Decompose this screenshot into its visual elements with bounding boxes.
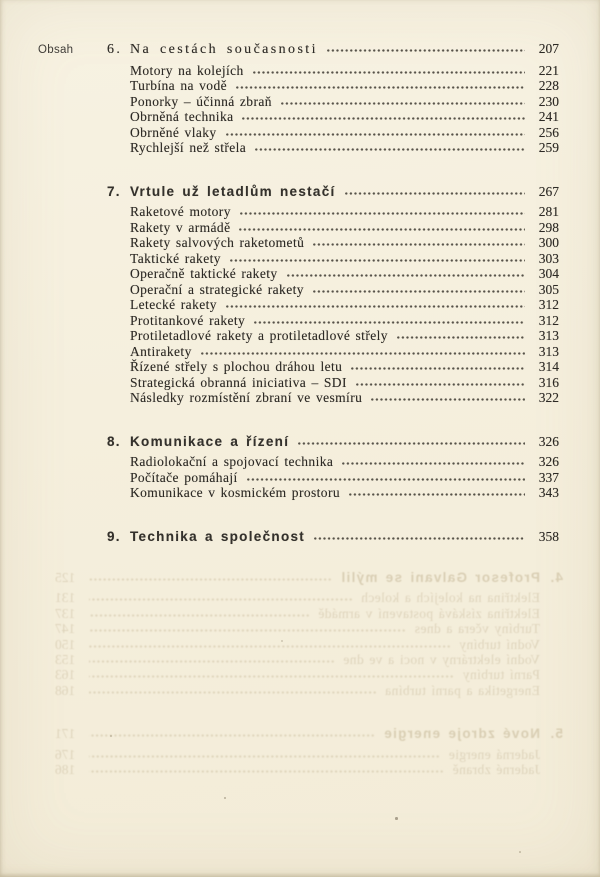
dot-leader xyxy=(342,462,525,465)
item-title: Rakety v armádě xyxy=(130,219,231,235)
item-title: Jaderné zbraně xyxy=(452,762,540,778)
toc-item-row xyxy=(55,762,563,777)
page-number: 313 xyxy=(538,343,559,359)
dot-leader xyxy=(242,117,525,120)
page-number: 256 xyxy=(538,124,559,140)
section-title: Profesor Galvani se mýlil xyxy=(340,570,540,585)
toc-item-row xyxy=(55,621,563,636)
dot-leader xyxy=(255,148,525,151)
dot-leader xyxy=(327,49,525,52)
toc-item-row xyxy=(107,266,559,282)
item-title: Turbína na vodě xyxy=(130,78,227,93)
toc-section xyxy=(55,570,563,698)
dot-leader xyxy=(89,675,453,678)
toc-item-row xyxy=(107,297,559,313)
dot-leader xyxy=(254,321,525,324)
item-title: Počítače pomáhají xyxy=(130,469,238,485)
toc-item-row xyxy=(107,78,559,94)
page-number: 171 xyxy=(55,726,76,742)
page-number: 147 xyxy=(55,621,76,637)
page-number: 230 xyxy=(538,93,559,109)
toc-item-row xyxy=(107,204,559,220)
dot-leader xyxy=(371,398,525,401)
item-title: Vodní turbíny xyxy=(458,636,540,652)
dot-leader xyxy=(236,86,525,89)
toc-heading-row xyxy=(107,184,559,200)
item-title: Protiletadlové rakety a protiletadlové střely xyxy=(130,328,388,343)
section-title: Technika a společnost xyxy=(130,528,306,544)
dot-leader xyxy=(239,228,525,231)
dot-leader xyxy=(89,645,450,648)
dot-leader xyxy=(89,691,376,694)
page-number: 221 xyxy=(538,62,559,78)
dot-leader xyxy=(201,352,525,355)
page-number: 322 xyxy=(538,390,559,405)
toc-item-row xyxy=(107,94,559,110)
paper-speck xyxy=(110,735,112,737)
paper-speck xyxy=(519,851,521,853)
page-number: 312 xyxy=(538,297,559,312)
dot-leader xyxy=(313,243,525,246)
item-title: Komunikace v kosmickém prostoru xyxy=(130,485,340,500)
dot-leader xyxy=(230,259,525,262)
page-number: 176 xyxy=(55,746,76,762)
toc-section xyxy=(55,726,563,777)
page-number: 259 xyxy=(538,140,559,155)
section-number: 9. xyxy=(107,528,121,544)
item-title: Obrněné vlaky xyxy=(130,124,217,140)
dot-leader xyxy=(89,578,331,581)
dot-leader xyxy=(89,755,439,758)
item-title: Radiolokační a spojovací technika xyxy=(130,454,334,469)
toc-item-row xyxy=(107,454,559,470)
page-number: 137 xyxy=(55,605,76,621)
toc-heading-row xyxy=(107,434,559,450)
dot-leader xyxy=(351,367,525,370)
section-title: Komunikace a řízení xyxy=(130,433,290,449)
paper-speck xyxy=(224,797,226,799)
dot-leader xyxy=(397,336,525,339)
item-title: Následky rozmístění zbraní ve vesmíru xyxy=(130,390,363,405)
section-title: Vrtule už letadlům nestačí xyxy=(130,183,336,199)
page-number: 207 xyxy=(538,41,559,56)
toc-section xyxy=(107,434,559,501)
show-through-text-block xyxy=(55,570,563,777)
section-number: 4. xyxy=(549,570,563,585)
item-title: Energetika a parní turbína xyxy=(384,682,540,698)
toc-heading-row xyxy=(107,41,559,58)
toc-item-row xyxy=(107,125,559,141)
paper-speck xyxy=(395,817,398,820)
toc-item-row xyxy=(107,109,559,125)
page-number: 153 xyxy=(55,652,76,668)
toc-section xyxy=(107,184,559,406)
toc-item-row xyxy=(55,652,563,667)
dot-leader xyxy=(226,133,525,136)
item-title: Antirakety xyxy=(130,343,192,359)
dot-leader xyxy=(240,212,525,215)
toc-item-row xyxy=(107,220,559,236)
toc-item-row xyxy=(55,667,563,682)
dot-leader xyxy=(89,629,405,632)
page-number: 326 xyxy=(538,433,559,449)
item-title: Ponorky – účinná zbraň xyxy=(130,93,272,109)
page-number: 358 xyxy=(538,528,559,544)
item-title: Rychlejší než střela xyxy=(130,140,247,155)
page-number: 303 xyxy=(538,250,559,266)
item-title: Letecké rakety xyxy=(130,297,217,312)
page-number: 228 xyxy=(538,78,559,93)
dot-leader xyxy=(253,71,525,74)
section-title: Nové zdroje energie xyxy=(383,726,540,742)
item-title: Operačně taktické rakety xyxy=(130,266,278,281)
item-title: Jaderná energie xyxy=(448,746,540,762)
page-number: 281 xyxy=(538,204,559,219)
dot-leader xyxy=(349,493,525,496)
page-number: 168 xyxy=(55,682,76,698)
item-title: Elektřina získává postavení v armádě xyxy=(317,605,540,621)
toc-item-row xyxy=(107,344,559,360)
page-number: 150 xyxy=(55,636,76,652)
page-number: 163 xyxy=(55,667,76,683)
toc-item-row xyxy=(55,606,563,621)
dot-leader xyxy=(89,660,334,663)
page-number: 267 xyxy=(538,183,559,199)
toc-item-row xyxy=(107,375,559,391)
item-title: Obrněná technika xyxy=(130,109,234,124)
toc-section xyxy=(107,529,559,545)
toc-item-row xyxy=(107,63,559,79)
toc-item-row xyxy=(107,390,559,406)
item-title: Operační a strategické rakety xyxy=(130,281,304,297)
item-title: Elektřina na kolejích a kolech xyxy=(360,590,540,606)
toc-item-row xyxy=(107,251,559,267)
table-of-contents xyxy=(107,41,559,549)
toc-item-row xyxy=(55,637,563,652)
page-number: 131 xyxy=(55,590,76,606)
item-title: Vodní elektrárny v noci a ve dne xyxy=(343,652,540,668)
page-number: 241 xyxy=(538,109,559,124)
toc-item-row xyxy=(107,235,559,251)
item-title: Protitankové rakety xyxy=(130,312,246,328)
dot-leader xyxy=(345,192,525,195)
page-number: 305 xyxy=(538,281,559,297)
toc-heading-row xyxy=(55,726,563,741)
section-title: Na cestách současnosti xyxy=(130,42,318,57)
page-number: 125 xyxy=(55,570,76,585)
dot-leader xyxy=(89,770,443,773)
dot-leader xyxy=(89,598,352,601)
toc-item-row xyxy=(55,590,563,605)
item-title: Strategická obranná iniciativa – SDI xyxy=(130,374,347,390)
item-title: Raketové motory xyxy=(130,204,231,219)
toc-item-row xyxy=(55,747,563,762)
dot-leader xyxy=(89,734,374,737)
toc-item-row xyxy=(107,485,559,501)
item-title: Řízené střely s plochou dráhou letu xyxy=(130,359,343,374)
section-number: 8. xyxy=(107,433,121,449)
toc-item-row xyxy=(107,140,559,156)
page-number: 298 xyxy=(538,219,559,235)
dot-leader xyxy=(281,102,525,105)
dot-leader xyxy=(313,290,525,293)
item-title: Turbíny včera a dnes xyxy=(414,621,540,637)
toc-heading-row xyxy=(55,570,563,585)
toc-section xyxy=(107,41,559,156)
item-title: Parní turbíny xyxy=(462,667,540,683)
page-number: 186 xyxy=(55,762,76,778)
toc-item-row xyxy=(107,282,559,298)
page-number: 314 xyxy=(538,359,559,374)
item-title: Taktické rakety xyxy=(130,250,221,266)
dot-leader xyxy=(89,614,309,617)
page-number: 316 xyxy=(538,374,559,390)
toc-item-row xyxy=(55,683,563,698)
section-number: 6. xyxy=(107,42,123,57)
toc-item-row xyxy=(107,470,559,486)
toc-item-row xyxy=(107,359,559,375)
page-number: 313 xyxy=(538,328,559,343)
running-header-obsah: Obsah xyxy=(38,44,74,56)
section-number: 5. xyxy=(549,726,563,742)
page-number: 312 xyxy=(538,312,559,328)
toc-heading-row xyxy=(107,529,559,545)
page-number: 304 xyxy=(538,266,559,281)
paper-speck xyxy=(281,640,283,642)
toc-item-row xyxy=(107,328,559,344)
dot-leader xyxy=(226,305,525,308)
page-number: 337 xyxy=(538,469,559,485)
page-number: 326 xyxy=(538,454,559,469)
dot-leader xyxy=(314,537,525,540)
dot-leader xyxy=(298,442,525,445)
item-title: Rakety salvových raketometů xyxy=(130,235,305,250)
page-number: 343 xyxy=(538,485,559,500)
dot-leader xyxy=(247,478,525,481)
toc-item-row xyxy=(107,313,559,329)
dot-leader xyxy=(287,274,525,277)
item-title: Motory na kolejích xyxy=(130,62,244,78)
page-number: 300 xyxy=(538,235,559,250)
dot-leader xyxy=(356,383,525,386)
section-number: 7. xyxy=(107,183,121,199)
